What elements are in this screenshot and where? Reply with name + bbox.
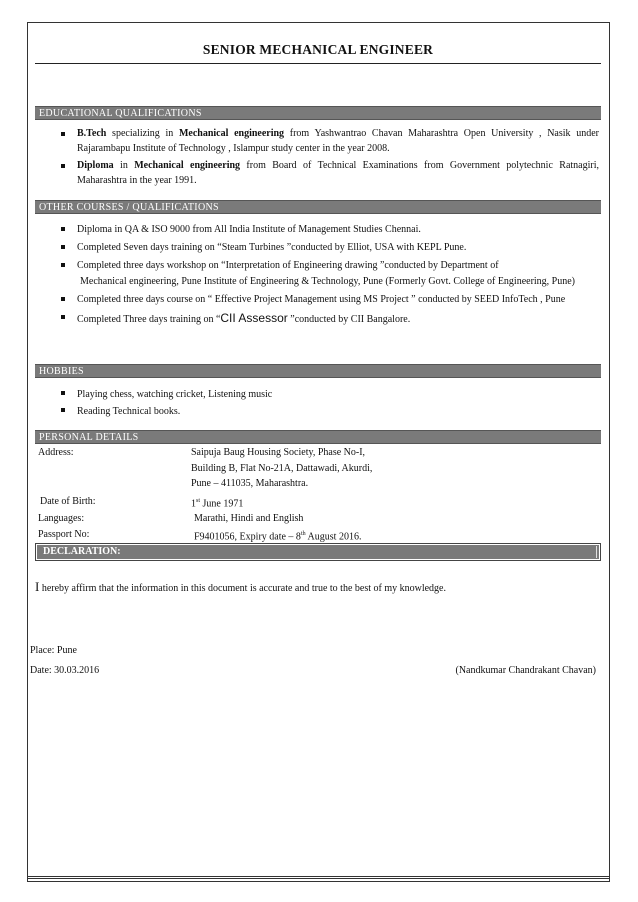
cii-assessor-text: CII Assessor — [220, 311, 288, 325]
passport-label: Passport No: — [38, 528, 90, 540]
bullet-square-icon — [61, 164, 65, 168]
dob-row — [38, 494, 494, 512]
statement-initial: I — [35, 579, 40, 594]
dob-suffix: st — [196, 497, 201, 504]
place-text: Place: Pune — [30, 645, 77, 656]
education-list — [35, 127, 601, 188]
hobby-item — [35, 403, 601, 420]
bullet-square-icon — [61, 132, 65, 136]
bullet-square-icon — [61, 315, 65, 319]
education-text: from Board of Technical Examinations from Government polytechnic Ratnagiri, Maharashtra in the year 1991. — [77, 160, 599, 186]
courses-list — [35, 222, 601, 328]
address-row — [38, 445, 494, 492]
passport-number: F9401056, Expiry date – 8 — [194, 531, 301, 543]
passport-value — [191, 527, 494, 545]
education-text: from Yashwantrao Chavan Maharashtra Open University , Nasik under Rajarambapu Institute of Technology , Islampur study center in the year 2008. — [77, 128, 599, 154]
course-item — [35, 222, 601, 238]
bullet-square-icon — [61, 297, 65, 301]
education-item — [35, 127, 601, 156]
bullet-square-icon — [61, 263, 65, 267]
bullet-square-icon — [61, 227, 65, 231]
course-text: Completed three days workshop on “Interpretation of Engineering drawing ”conducted by Department of — [77, 260, 499, 271]
course-item — [35, 292, 601, 308]
declaration-heading: DECLARATION: — [37, 545, 599, 559]
course-text: Completed Seven days training on “Steam Turbines ”conducted by Elliot, USA with KEPL Pune. — [77, 242, 467, 253]
languages-value: Marathi, Hindi and English — [194, 513, 304, 525]
course-item — [35, 240, 601, 256]
bullet-square-icon — [61, 391, 65, 395]
passport-row — [38, 527, 494, 545]
signature-name: (Nandkumar Chandrakant Chavan) — [455, 665, 596, 676]
degree-name: Diploma — [77, 160, 114, 171]
date-text: Date: 30.03.2016 — [30, 665, 100, 676]
dob-rest: June 1971 — [200, 497, 244, 509]
bullet-square-icon — [61, 245, 65, 249]
bullet-square-icon — [61, 408, 65, 412]
course-text: Completed Three days training on “ — [77, 314, 221, 325]
title-rule — [35, 63, 601, 64]
hobbies-list — [35, 386, 601, 420]
section-hobbies-heading: HOBBIES — [35, 364, 601, 378]
dob-label: Date of Birth: — [40, 495, 96, 507]
course-text: Completed three days course on “ Effective Project Management using MS Project ” conducted by SEED InfoTech , Pune — [77, 294, 566, 305]
course-item — [35, 310, 601, 328]
statement-text: hereby affirm that the information in this document is accurate and true to the best of my knowledge. — [39, 583, 446, 594]
dob-value — [191, 494, 491, 512]
languages-row — [38, 511, 494, 527]
page-bottom-double-rule — [27, 876, 610, 879]
address-line: Building B, Flat No-21A, Dattawadi, Akurdi, — [191, 462, 373, 474]
course-text-continued: Mechanical engineering, Pune Institute of Engineering & Technology, Pune (Formerly Govt. College of Engineering, Pune) — [80, 276, 576, 287]
education-item — [35, 159, 601, 188]
section-personal-heading: PERSONAL DETAILS — [35, 430, 601, 444]
hobby-item — [35, 386, 601, 403]
degree-subject: Mechanical engineering — [178, 128, 285, 139]
course-text: Diploma in QA & ISO 9000 from All India Institute of Management Studies Chennai. — [77, 224, 421, 235]
dob-day: 1 — [191, 497, 196, 509]
address-line: Saipuja Baug Housing Society, Phase No-I, — [191, 447, 366, 458]
personal-details-table — [38, 445, 494, 545]
declaration-statement — [35, 578, 446, 597]
passport-suffix: th — [300, 530, 306, 537]
section-education-heading: EDUCATIONAL QUALIFICATIONS — [35, 106, 601, 120]
course-text: ”conducted by CII Bangalore. — [287, 314, 411, 325]
hobby-text: Reading Technical books. — [77, 406, 181, 417]
hobby-text: Playing chess, watching cricket, Listening music — [77, 389, 273, 400]
languages-label: Languages: — [38, 513, 85, 525]
degree-name: B.Tech — [77, 128, 107, 139]
course-item — [35, 258, 601, 290]
education-text: in — [113, 160, 135, 171]
document-title: SENIOR MECHANICAL ENGINEER — [202, 42, 434, 57]
passport-expiry: August 2016. — [305, 531, 362, 543]
address-line: Pune – 411035, Maharashtra. — [191, 478, 309, 489]
address-value — [191, 445, 491, 492]
education-text: specializing in — [106, 128, 179, 139]
degree-subject: Mechanical engineering — [134, 160, 241, 171]
section-courses-heading: OTHER COURSES / QUALIFICATIONS — [35, 200, 601, 214]
address-label: Address: — [38, 447, 74, 458]
declaration-bar — [35, 543, 601, 561]
